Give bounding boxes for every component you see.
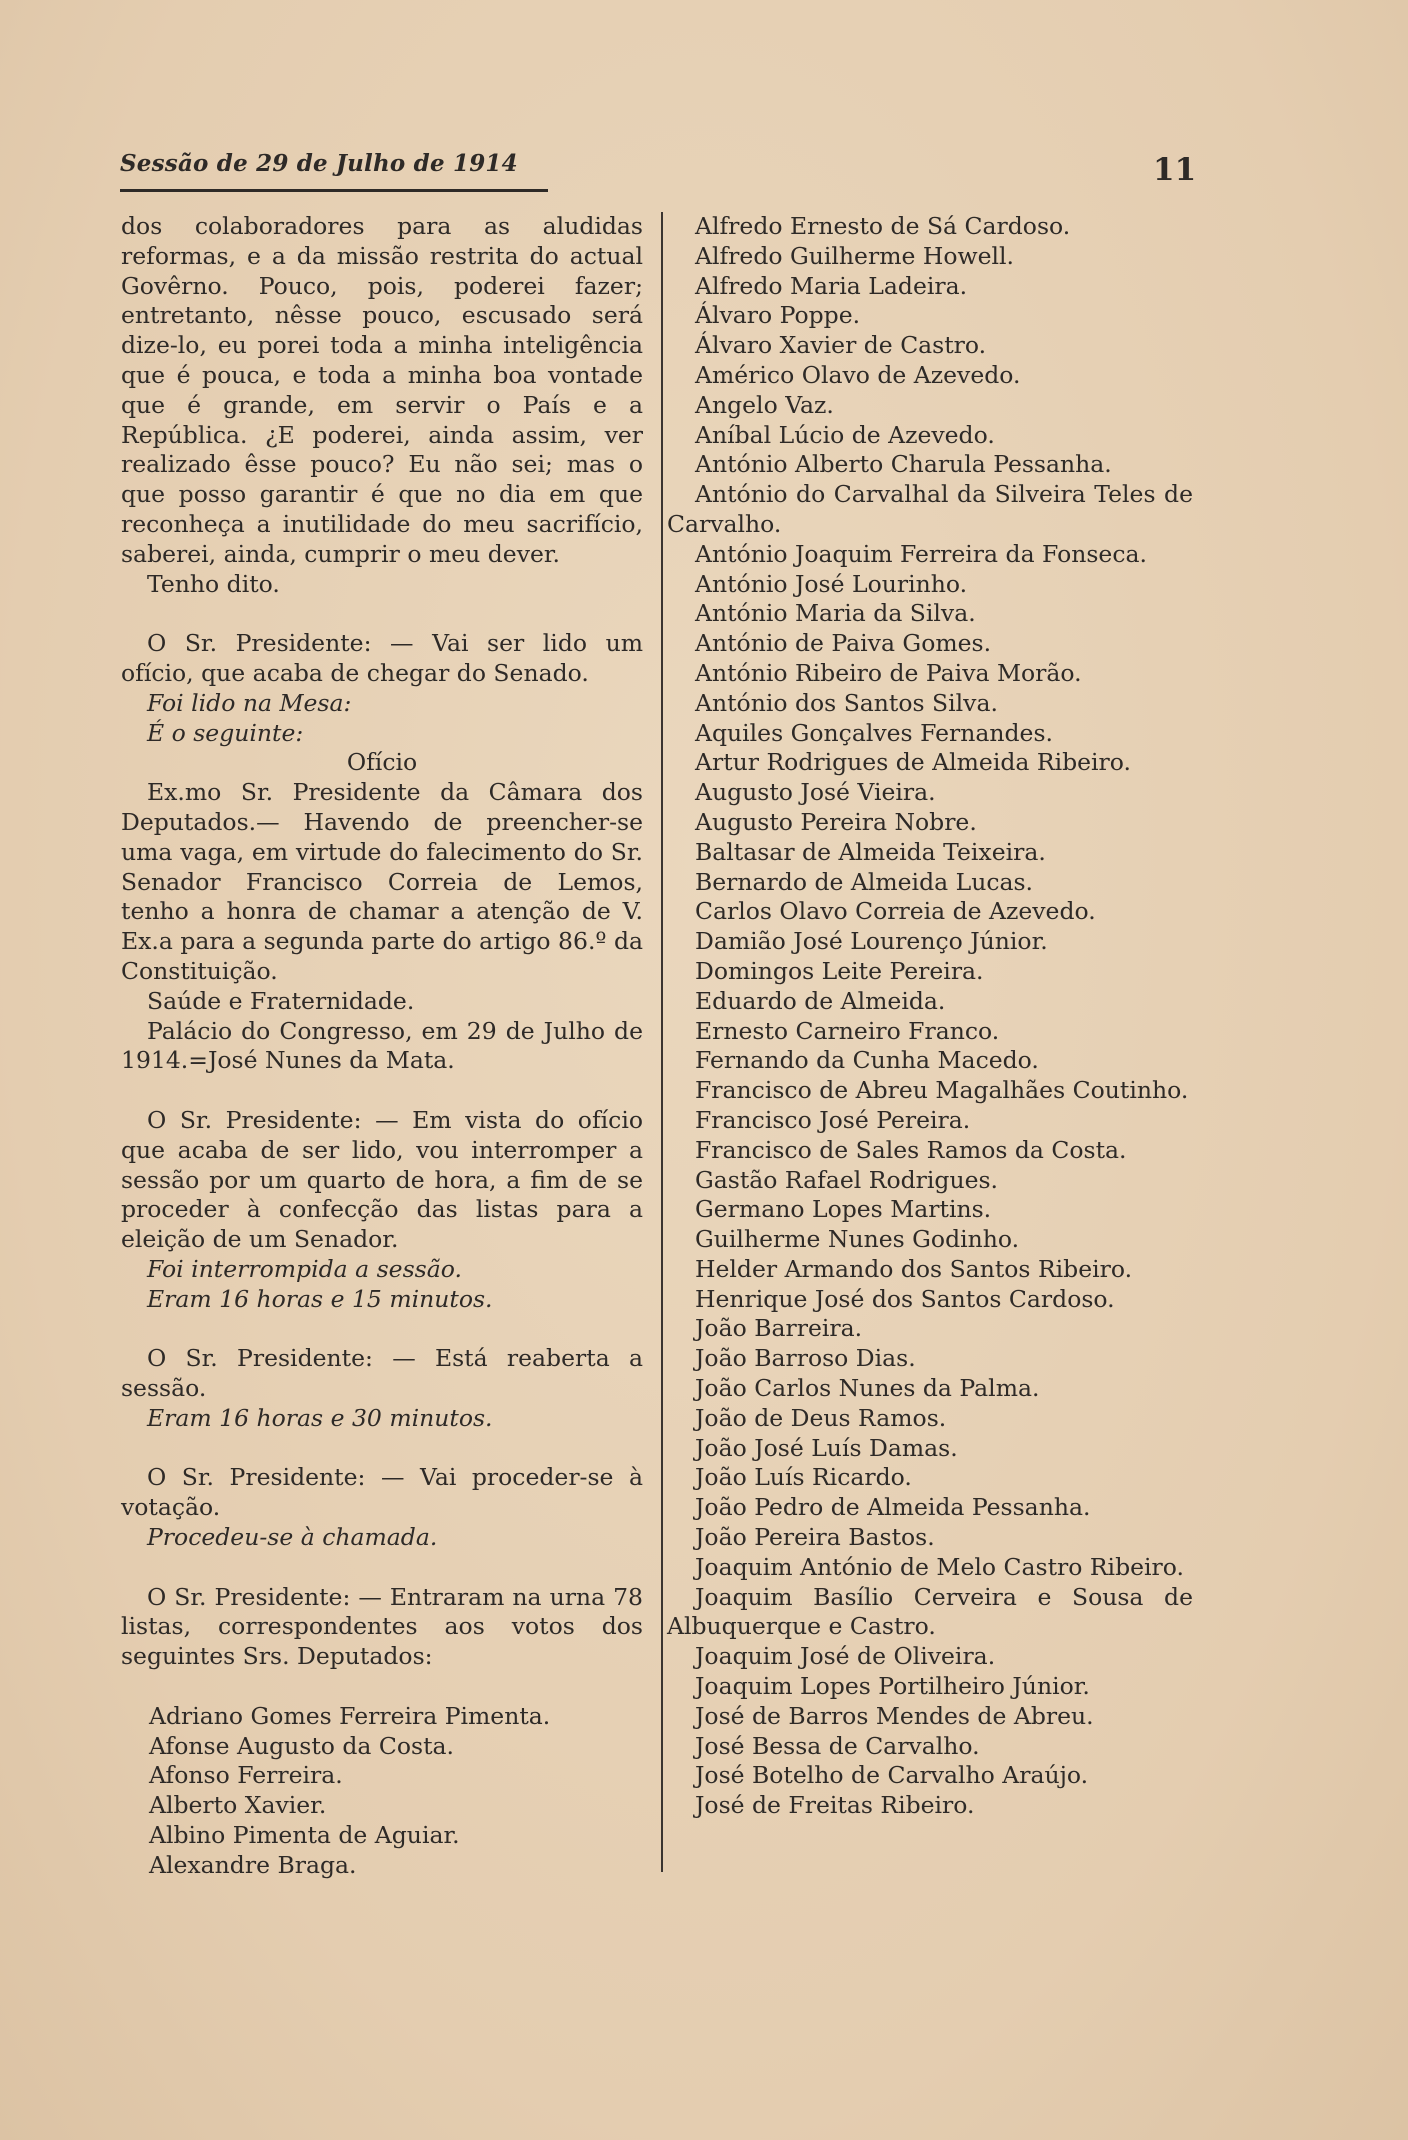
deputy-name: Afonso Ferreira.	[149, 1761, 343, 1790]
deputy-name: José de Barros Mendes de Abreu.	[695, 1701, 1094, 1730]
deputy-name: Fernando da Cunha Macedo.	[695, 1046, 1039, 1075]
deputy-name: Alfredo Ernesto de Sá Cardoso.	[695, 212, 1071, 240]
deputy-name: José Bessa de Carvalho.	[695, 1731, 980, 1760]
deputy-name: Damião José Lourenço Júnior.	[695, 927, 1048, 956]
deputy-name: António Joaquim Ferreira da Fonseca.	[695, 539, 1147, 568]
left-column	[121, 212, 643, 1881]
stage-direction: Foi interrompida a sessão.	[147, 1254, 462, 1283]
deputy-name: João Barreira.	[695, 1314, 863, 1343]
deputy-name: Eduardo de Almeida.	[695, 986, 946, 1015]
deputy-name: António Ribeiro de Paiva Morão.	[695, 658, 1082, 687]
paragraph: O Sr. Presidente: — Em vista do ofício que acaba de ser lido, vou interromper a sessão por um quarto de hora, a fim de se proceder à confecção das listas para a eleição de um Senador.	[121, 1105, 643, 1254]
deputy-name: João José Luís Damas.	[695, 1433, 958, 1462]
paragraph: Palácio do Congresso, em 29 de Julho de 1914.=José Nunes da Mata.	[121, 1016, 643, 1075]
deputy-name: Aníbal Lúcio de Azevedo.	[695, 420, 995, 449]
deputy-name: Ernesto Carneiro Franco.	[695, 1016, 1000, 1045]
deputy-name: Gastão Rafael Rodrigues.	[695, 1165, 999, 1194]
deputy-name: Alberto Xavier.	[149, 1791, 327, 1820]
deputy-name: Alexandre Braga.	[149, 1850, 357, 1879]
deputy-name: António de Paiva Gomes.	[695, 629, 992, 658]
deputy-name: Domingos Leite Pereira.	[695, 956, 984, 985]
paragraph: dos colaboradores para as aludidas reformas, e a da missão restrita do actual Govêrno. Pouco, pois, poderei fazer; entretanto, nêsse pouco, escusado será dize-lo, eu porei toda a minha inteligência que é pouca, e toda a minha boa vontade que é grande, em servir o País e a República. ¿E poderei, ainda assim, ver realizado êsse pouco? Eu não sei; mas o que posso garantir é que no dia em que reconheça a inutilidade do meu sacrifício, saberei, ainda, cumprir o meu dever.	[121, 212, 643, 568]
column-divider	[661, 212, 663, 1872]
deputy-name: João Carlos Nunes da Palma.	[695, 1374, 1040, 1403]
deputies-list-right	[667, 212, 1193, 1821]
deputy-name: João Luís Ricardo.	[695, 1463, 912, 1492]
stage-direction: É o seguinte:	[147, 718, 304, 747]
paragraph: O Sr. Presidente: — Entraram na urna 78 listas, correspondentes aos votos dos seguintes Srs. Deputados:	[121, 1582, 643, 1671]
right-column	[667, 212, 1193, 1821]
paragraph: Saúde e Fraternidade.	[147, 986, 415, 1015]
deputy-name: Francisco de Abreu Magalhães Coutinho.	[695, 1076, 1189, 1105]
deputy-name: Joaquim Basílio Cerveira e Sousa de Albuquerque e Castro.	[667, 1582, 1193, 1641]
deputy-name: António Maria da Silva.	[695, 599, 976, 628]
deputy-name: Joaquim Lopes Portilheiro Júnior.	[695, 1672, 1090, 1701]
deputy-name: Álvaro Poppe.	[695, 301, 861, 330]
running-header-title: Sessão de 29 de Julho de 1914	[120, 150, 518, 177]
deputy-name: Afonse Augusto da Costa.	[149, 1731, 455, 1760]
deputy-name: José de Freitas Ribeiro.	[695, 1791, 975, 1820]
stage-direction: Eram 16 horas e 15 minutos.	[147, 1284, 493, 1313]
deputy-name: Albino Pimenta de Aguiar.	[149, 1821, 460, 1850]
deputy-name: Carlos Olavo Correia de Azevedo.	[695, 897, 1096, 926]
deputy-name: João Pereira Bastos.	[695, 1523, 935, 1552]
deputy-name: Germano Lopes Martins.	[695, 1195, 992, 1224]
paragraph: Ex.mo Sr. Presidente da Câmara dos Deputados.— Havendo de preencher-se uma vaga, em virtude do falecimento do Sr. Senador Francisco Correia de Lemos, tenho a honra de chamar a atenção de V. Ex.a para a segunda parte do artigo 86.º da Constituição.	[121, 778, 643, 985]
deputy-name: Francisco de Sales Ramos da Costa.	[695, 1135, 1127, 1164]
deputy-name: João Barroso Dias.	[695, 1344, 916, 1373]
deputy-name: Helder Armando dos Santos Ribeiro.	[695, 1254, 1133, 1283]
stage-direction: Foi lido na Mesa:	[147, 688, 352, 717]
deputy-name: Angelo Vaz.	[695, 390, 834, 419]
deputy-name: Bernardo de Almeida Lucas.	[695, 867, 1034, 896]
deputy-name: Aquiles Gonçalves Fernandes.	[695, 718, 1053, 747]
deputy-name: João de Deus Ramos.	[695, 1403, 947, 1432]
deputy-name: Henrique José dos Santos Cardoso.	[695, 1284, 1115, 1313]
deputy-name: Joaquim José de Oliveira.	[695, 1642, 996, 1671]
paragraph: O Sr. Presidente: — Está reaberta a sessão.	[121, 1344, 643, 1403]
deputy-name: Joaquim António de Melo Castro Ribeiro.	[695, 1552, 1184, 1581]
deputy-name: António do Carvalhal da Silveira Teles de Carvalho.	[667, 480, 1193, 538]
paragraph: O Sr. Presidente: — Vai proceder-se à votação.	[121, 1463, 643, 1522]
page-number: 11	[1153, 152, 1197, 188]
deputy-name: António José Lourinho.	[695, 569, 968, 598]
deputy-name: Adriano Gomes Ferreira Pimenta.	[149, 1701, 551, 1730]
header-rule	[120, 189, 548, 192]
deputy-name: José Botelho de Carvalho Araújo.	[695, 1761, 1089, 1790]
deputy-name: João Pedro de Almeida Pessanha.	[695, 1493, 1091, 1522]
paragraph: O Sr. Presidente: — Vai ser lido um ofício, que acaba de chegar do Senado.	[121, 629, 643, 687]
deputy-name: Augusto José Vieira.	[695, 778, 936, 807]
deputy-name: Baltasar de Almeida Teixeira.	[695, 837, 1046, 866]
stage-direction: Procedeu-se à chamada.	[147, 1523, 438, 1552]
deputy-name: Guilherme Nunes Godinho.	[695, 1225, 1020, 1254]
deputy-name: Álvaro Xavier de Castro.	[695, 331, 987, 360]
paragraph: Tenho dito.	[147, 569, 280, 598]
deputy-name: Artur Rodrigues de Almeida Ribeiro.	[695, 748, 1131, 777]
deputy-name: António Alberto Charula Pessanha.	[695, 450, 1112, 479]
deputy-name: Augusto Pereira Nobre.	[695, 807, 977, 836]
deputy-name: António dos Santos Silva.	[695, 688, 998, 717]
deputy-name: Francisco José Pereira.	[695, 1105, 971, 1134]
deputy-name: Alfredo Maria Ladeira.	[695, 271, 968, 300]
deputy-name: Alfredo Guilherme Howell.	[695, 241, 1015, 270]
deputy-name: Américo Olavo de Azevedo.	[695, 360, 1021, 389]
stage-direction: Eram 16 horas e 30 minutos.	[147, 1403, 493, 1432]
document-heading: Ofício	[346, 748, 418, 777]
deputies-list-left	[121, 1702, 643, 1881]
